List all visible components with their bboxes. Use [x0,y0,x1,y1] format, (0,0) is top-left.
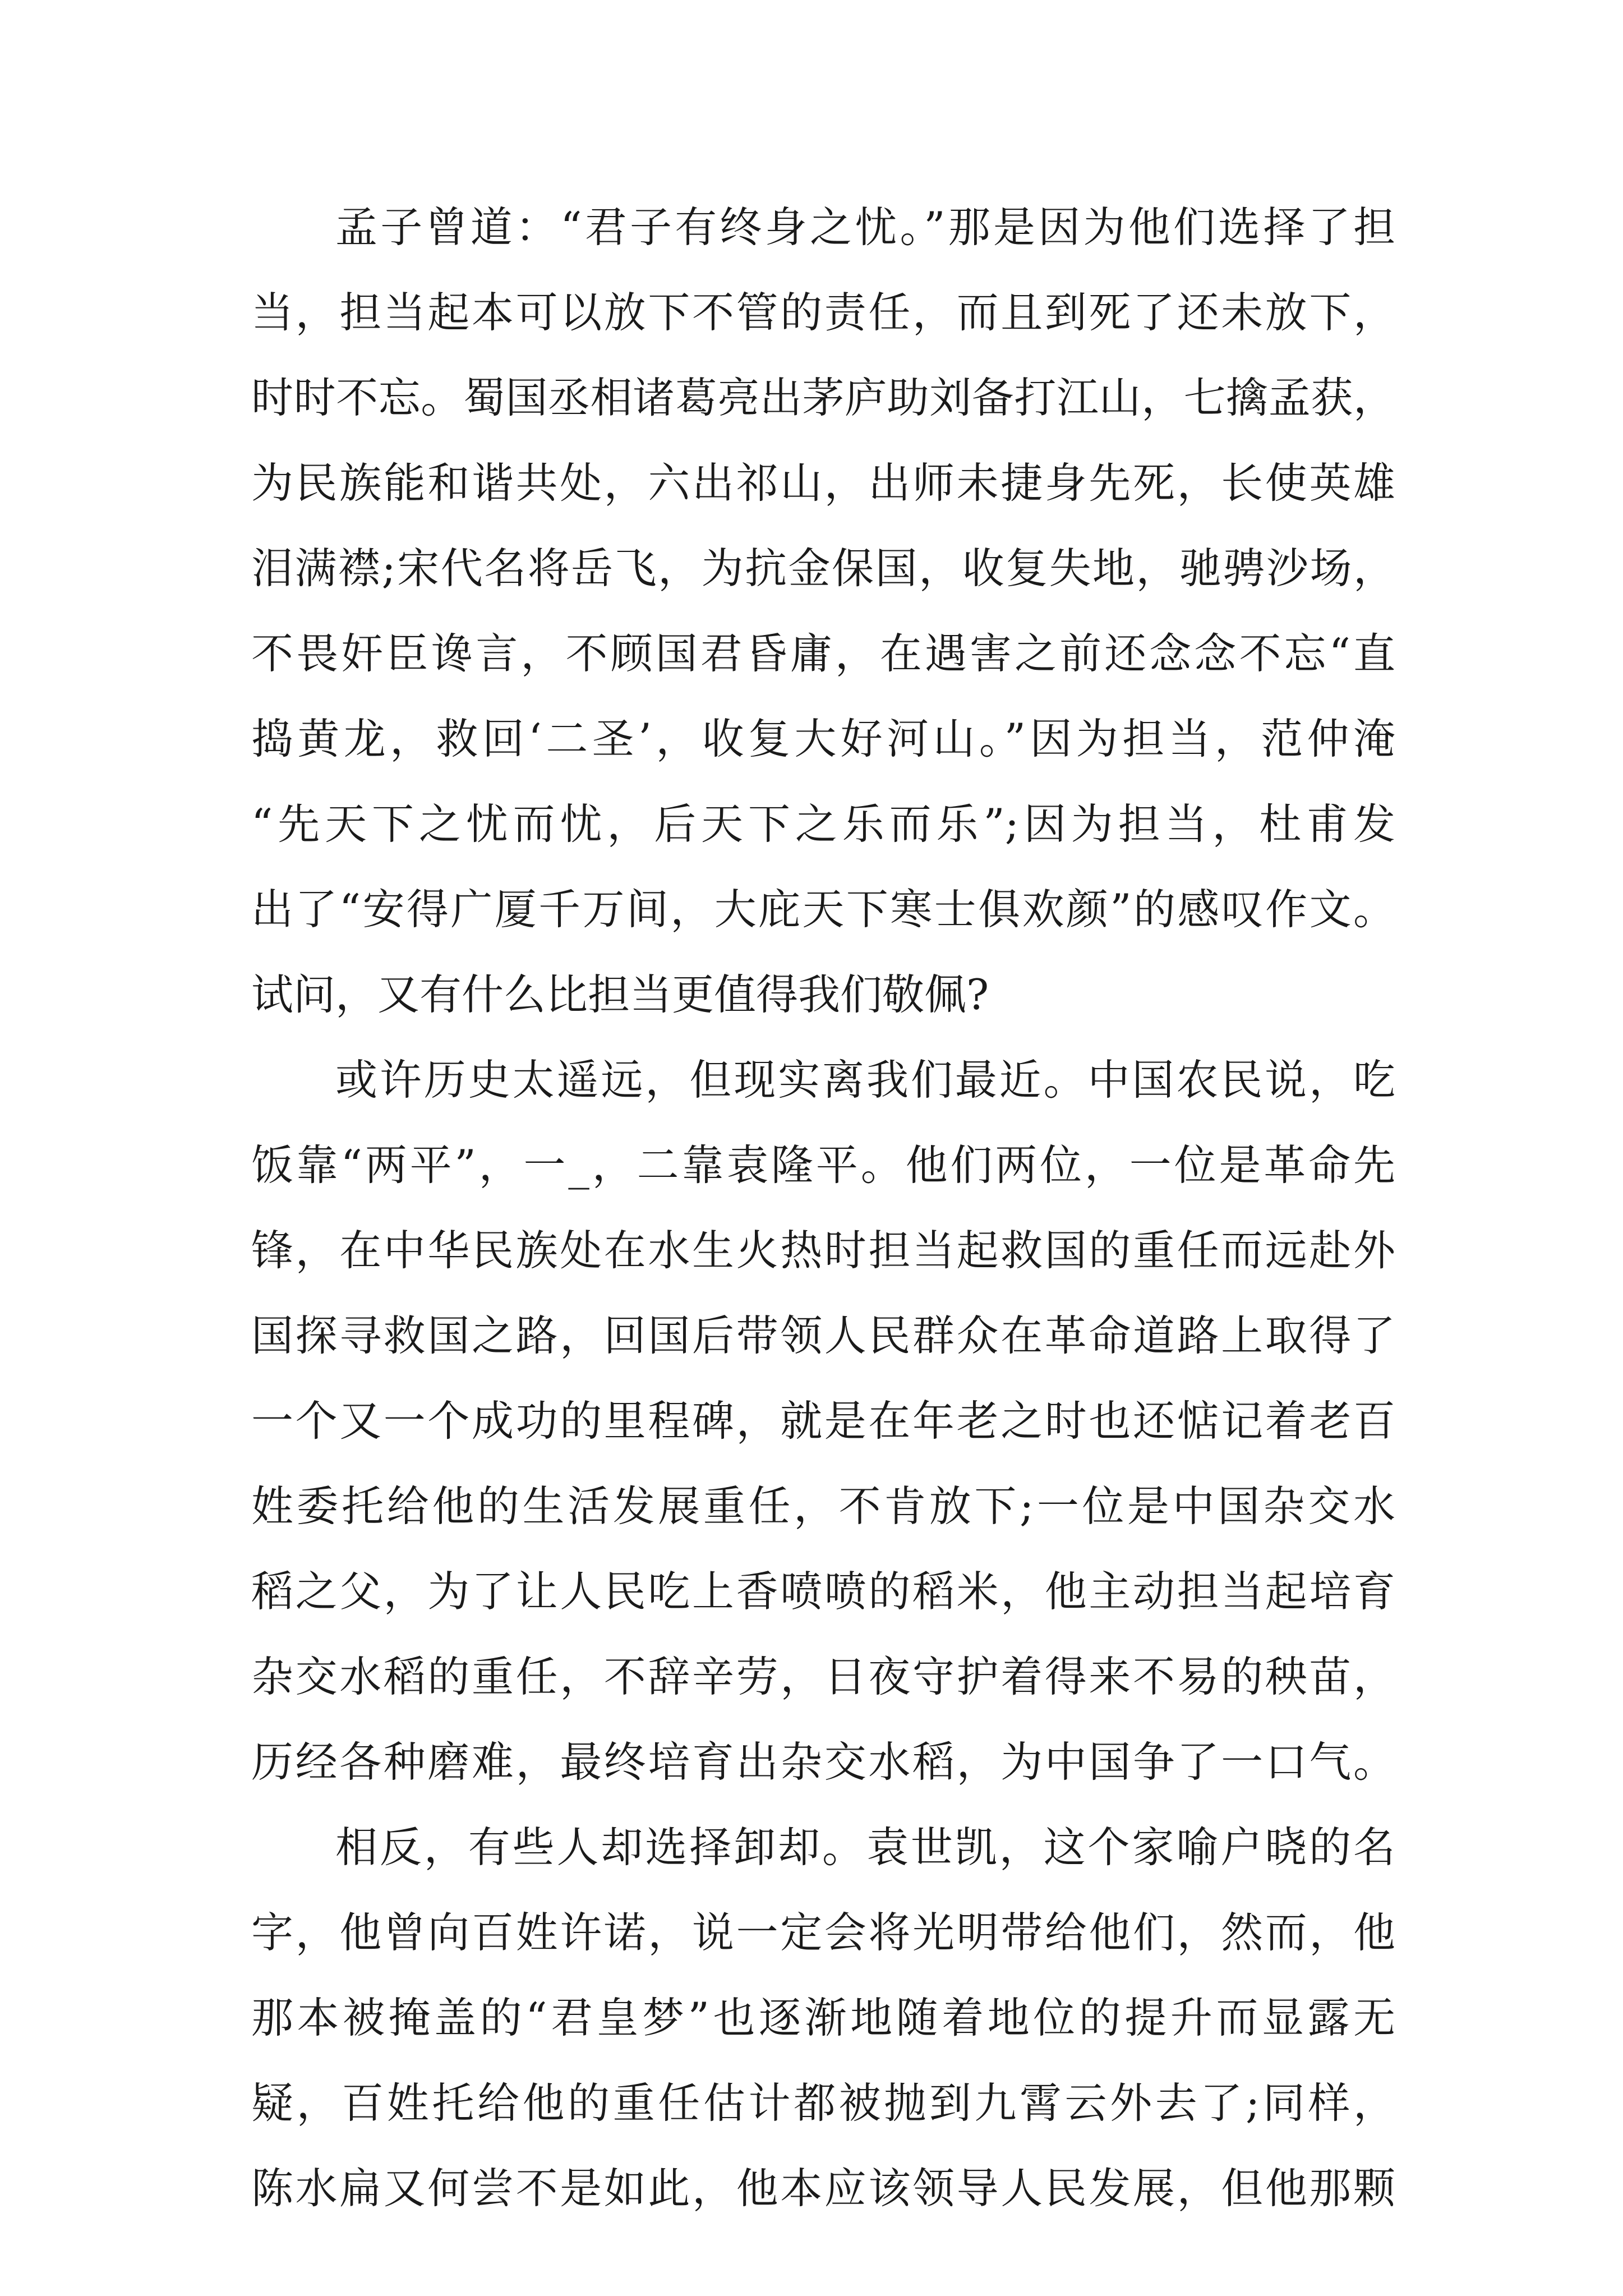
text-line: 历经各种磨难，最终培育出杂交水稻，为中国争了一口气。 [251,1737,1395,1787]
text-line: 国探寻救国之路，回国后带领人民群众在革命道路上取得了 [251,1311,1395,1360]
text-line: 试问，又有什么比担当更值得我们敬佩? [251,970,989,1019]
text-line: 不畏奸臣谗言，不顾国君昏庸，在遇害之前还念念不忘“直 [251,629,1395,678]
text-line: 为民族能和谐共处，六出祁山，出师未捷身先死，长使英雄 [251,458,1395,508]
text-line: 一个又一个成功的里程碑，就是在年老之时也还惦记着老百 [251,1396,1395,1446]
text-line: 姓委托给他的生活发展重任，不肯放下;一位是中国杂交水 [251,1481,1395,1531]
text-line: 出了“安得广厦千万间，大庇天下寒士俱欢颜”的感叹作文。 [251,885,1395,934]
text-line: 那本被掩盖的“君皇梦”也逐渐地随着地位的提升而显露无 [251,1993,1395,2042]
text-line: 疑，百姓托给他的重任估计都被抛到九霄云外去了;同样， [251,2078,1395,2128]
text-line: “先天下之忧而忧，后天下之乐而乐”;因为担当，杜甫发 [251,799,1395,849]
text-line: 孟子曾道：“君子有终身之忧。”那是因为他们选择了担 [335,203,1395,252]
text-line: 饭靠“两平”，一_，二靠袁隆平。他们两位，一位是革命先 [251,1140,1395,1190]
text-line: 杂交水稻的重任，不辞辛劳，日夜守护着得来不易的秧苗， [251,1652,1395,1701]
text-line: 字，他曾向百姓许诺，说一定会将光明带给他们，然而，他 [251,1908,1395,1957]
text-line: 泪满襟;宋代名将岳飞，为抗金保国，收复失地，驰骋沙场， [251,544,1395,593]
text-line: 陈水扁又何尝不是如此，他本应该领导人民发展，但他那颗 [251,2164,1395,2213]
text-line: 时时不忘。蜀国丞相诸葛亮出茅庐助刘备打江山，七擒孟获， [251,373,1395,422]
text-line: 捣黄龙，救回‘二圣’，收复大好河山。”因为担当，范仲淹 [251,714,1395,763]
text-line: 相反，有些人却选择卸却。袁世凯，这个家喻户晓的名 [335,1823,1395,1872]
text-line: 或许历史太遥远，但现实离我们最近。中国农民说，吃 [335,1055,1395,1105]
text-line: 当，担当起本可以放下不管的责任，而且到死了还未放下， [251,288,1395,337]
text-line: 锋，在中华民族处在水生火热时担当起救国的重任而远赴外 [251,1226,1395,1275]
text-line: 稻之父，为了让人民吃上香喷喷的稻米，他主动担当起培育 [251,1567,1395,1616]
